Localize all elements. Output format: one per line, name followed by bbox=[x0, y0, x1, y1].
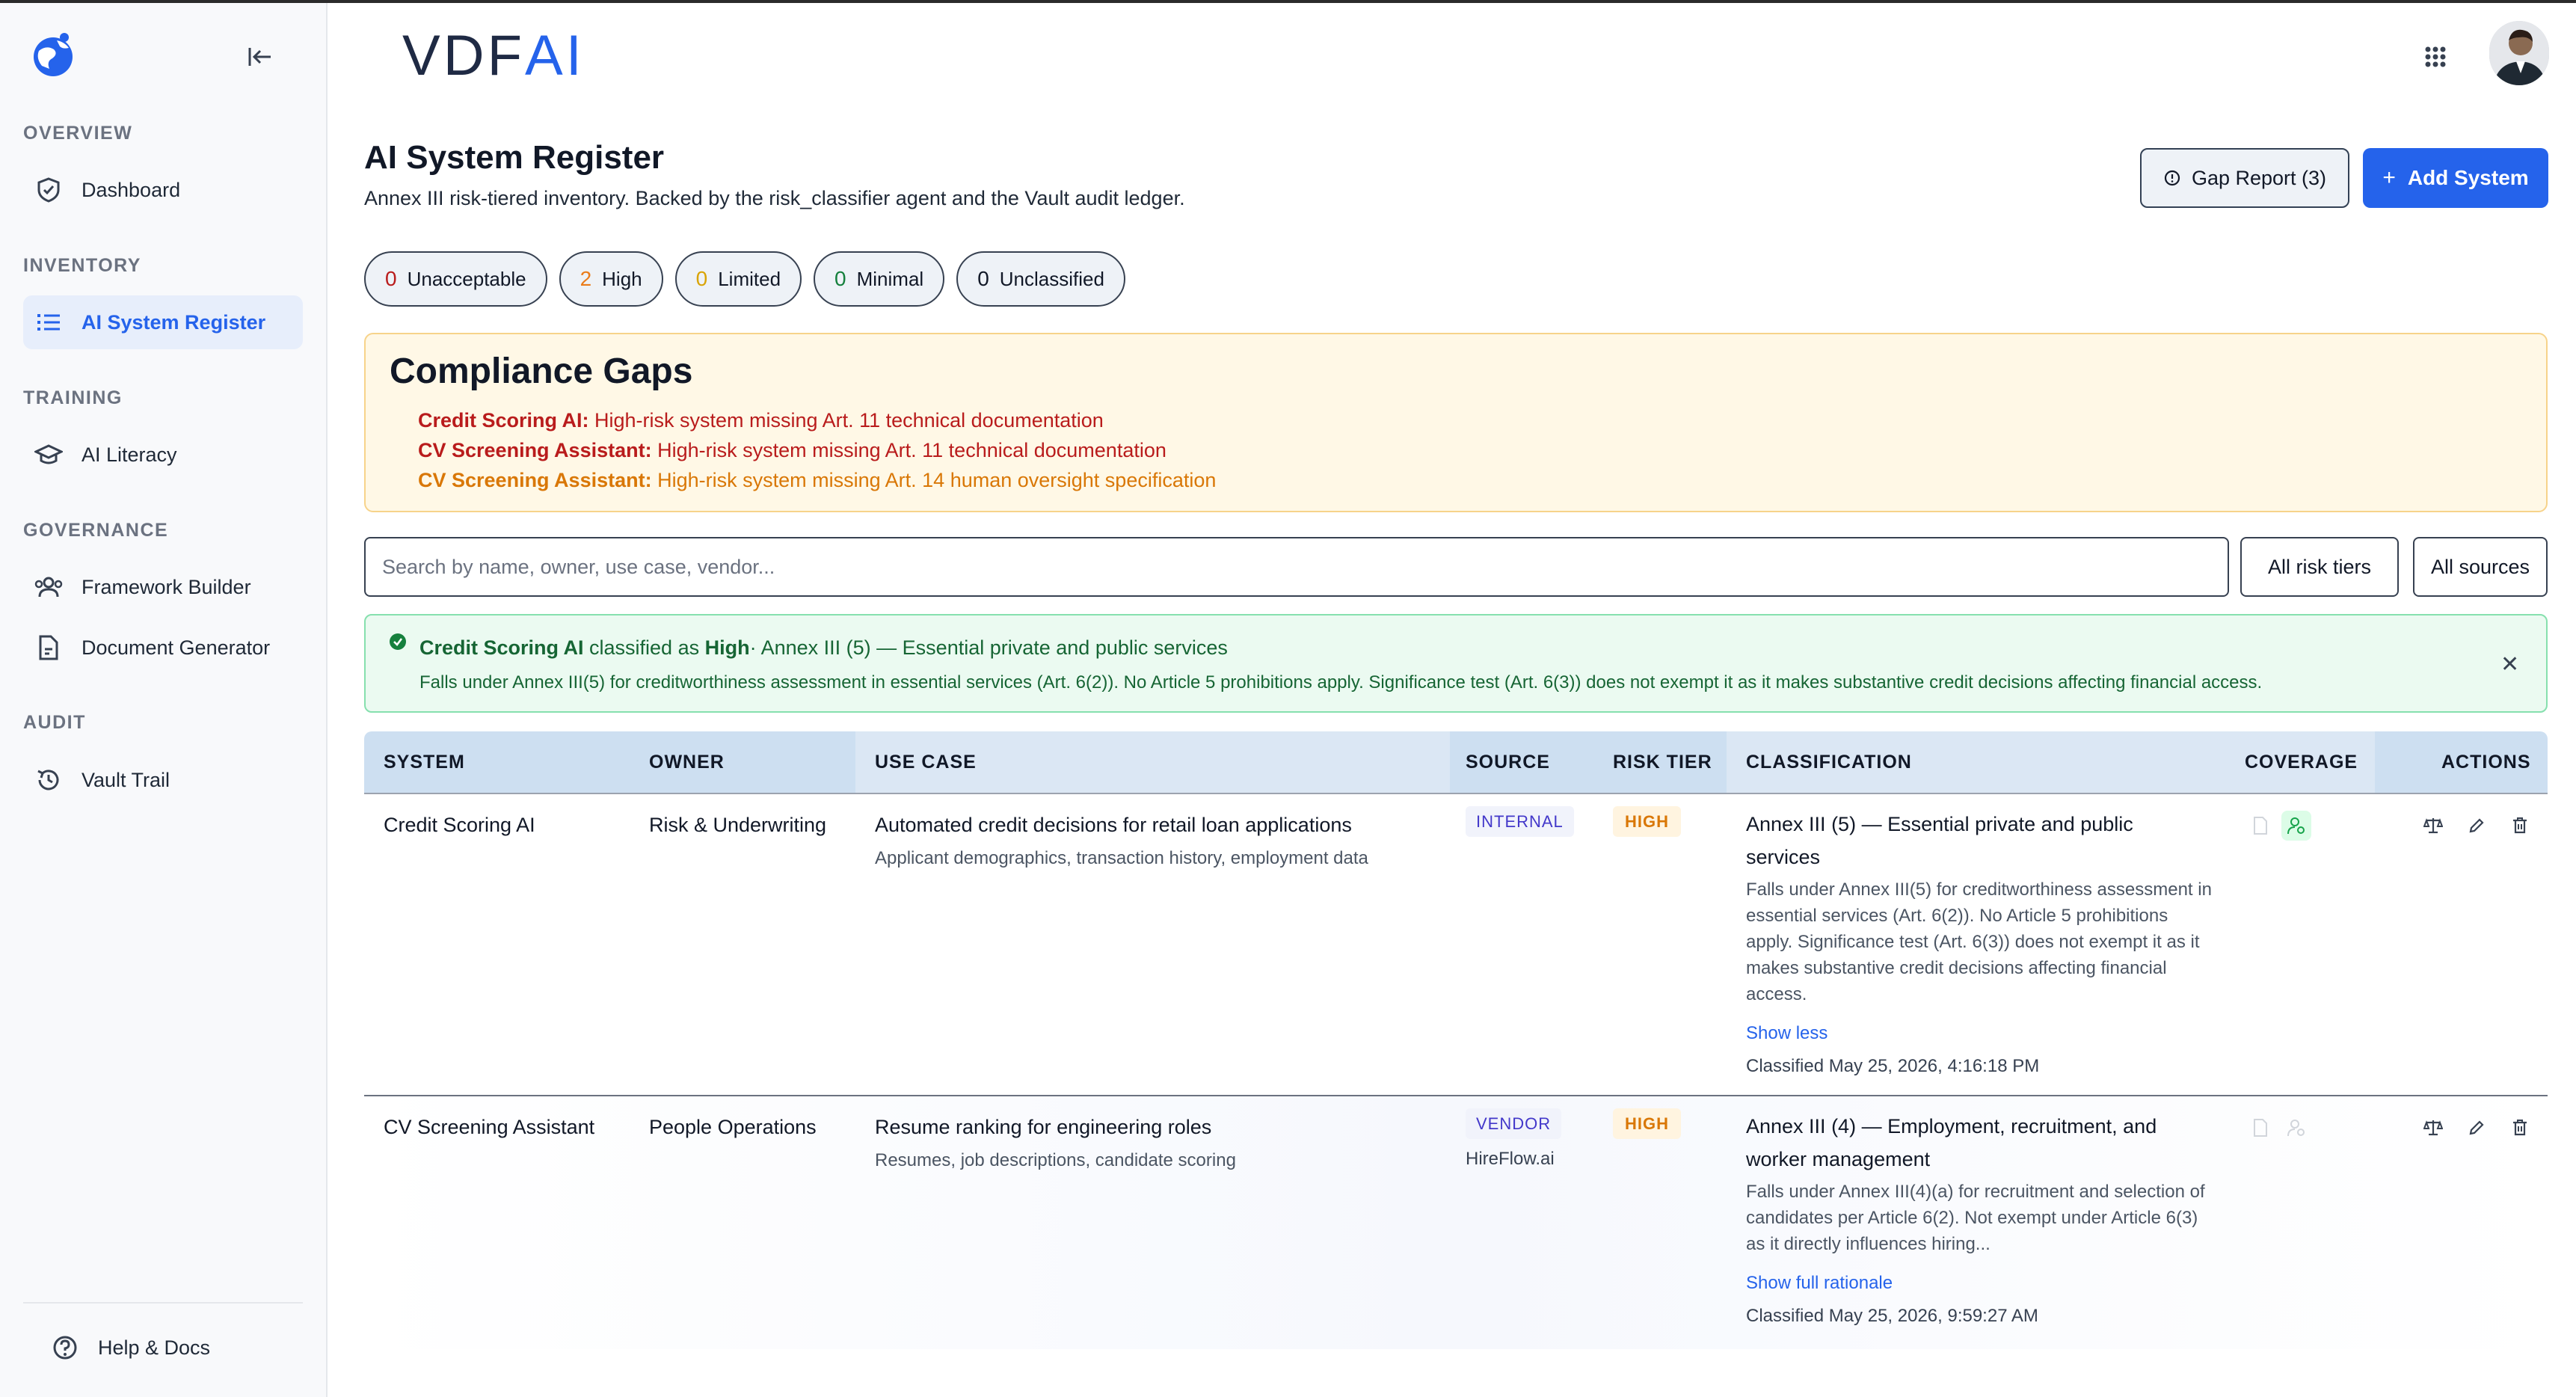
search-input[interactable] bbox=[382, 556, 2228, 579]
owner-name: Risk & Underwriting bbox=[649, 814, 827, 836]
notice-detail: Falls under Annex III(5) for creditworthiness assessment in essential services (Art. 6(2)). No Article 5 prohibitions apply. Significance test (Art. 6(3)) does not exempt it as it makes substantive credit decisions affecting financial access. bbox=[419, 672, 2263, 693]
sidebar-section-governance: GOVERNANCE bbox=[23, 520, 169, 541]
history-icon bbox=[34, 765, 64, 795]
table-header bbox=[364, 731, 2548, 793]
column-header-coverage[interactable]: COVERAGE bbox=[2245, 752, 2358, 773]
tier-label: High bbox=[602, 267, 642, 290]
scale-icon[interactable] bbox=[2420, 812, 2447, 839]
tier-chip-high[interactable] bbox=[559, 251, 663, 307]
tier-count: 0 bbox=[695, 267, 708, 290]
gap-report-button[interactable] bbox=[2140, 148, 2349, 208]
table-row[interactable] bbox=[364, 1095, 2548, 1349]
gap-item bbox=[418, 439, 1166, 462]
sidebar bbox=[0, 3, 328, 1397]
vendor-name: HireFlow.ai bbox=[1466, 1149, 1555, 1169]
sidebar-item-label: Dashboard bbox=[82, 178, 181, 201]
tier-label: Unclassified bbox=[999, 267, 1104, 290]
ai-system-table bbox=[364, 731, 2548, 1349]
tier-label: Minimal bbox=[856, 267, 924, 290]
tier-count: 2 bbox=[580, 267, 592, 290]
risk-tier-select[interactable]: All risk tiers bbox=[2240, 537, 2399, 597]
column-header-source[interactable]: SOURCE bbox=[1466, 752, 1550, 773]
gap-system: Credit Scoring AI: bbox=[418, 409, 589, 432]
trash-icon[interactable] bbox=[2506, 1114, 2533, 1141]
brand-prefix: VDF bbox=[402, 24, 525, 87]
users-icon bbox=[34, 572, 64, 602]
app-logo-icon[interactable] bbox=[31, 31, 75, 79]
sidebar-item-vault-trail[interactable] bbox=[23, 753, 303, 807]
sidebar-item-label: AI Literacy bbox=[82, 443, 177, 466]
use-case: Resume ranking for engineering roles bbox=[875, 1116, 1212, 1138]
source-select[interactable]: All sources bbox=[2413, 537, 2548, 597]
system-name[interactable]: Credit Scoring AI bbox=[384, 814, 535, 836]
source-badge: INTERNAL bbox=[1466, 806, 1574, 837]
notice-category: · Annex III (5) — Essential private and public services bbox=[749, 636, 1228, 659]
owner-name: People Operations bbox=[649, 1116, 817, 1138]
check-circle-icon bbox=[388, 632, 408, 655]
tier-chip-unacceptable[interactable] bbox=[364, 251, 547, 307]
compliance-gaps-title: Compliance Gaps bbox=[390, 351, 693, 391]
system-name[interactable]: CV Screening Assistant bbox=[384, 1116, 595, 1138]
gap-text: High-risk system missing Art. 11 technical documentation bbox=[588, 409, 1104, 432]
compliance-gaps-panel bbox=[364, 333, 2548, 512]
use-case-data: Applicant demographics, transaction history, employment data bbox=[875, 848, 1368, 868]
sidebar-item-dashboard[interactable] bbox=[23, 163, 303, 217]
tier-count: 0 bbox=[834, 267, 846, 290]
show-less-link[interactable]: Show less bbox=[1746, 1023, 1828, 1043]
page-title: AI System Register bbox=[364, 139, 665, 176]
risk-tier-filter-chips bbox=[364, 251, 1125, 307]
classification-rationale: Falls under Annex III(4)(a) for recruitment and selection of candidates per Article 6(2). Not exempt under Article 6(3) as it directly influences hiring... bbox=[1746, 1182, 2205, 1254]
column-header-use-case[interactable]: USE CASE bbox=[875, 752, 977, 773]
document-coverage-icon[interactable] bbox=[2245, 1113, 2275, 1143]
tier-label: Limited bbox=[718, 267, 781, 290]
oversight-coverage-icon[interactable] bbox=[2281, 1113, 2311, 1143]
use-case-data: Resumes, job descriptions, candidate scoring bbox=[875, 1150, 1236, 1170]
classification-notice bbox=[364, 614, 2548, 713]
list-icon bbox=[34, 307, 64, 337]
brand-logo[interactable] bbox=[402, 24, 585, 87]
risk-tier-badge: HIGH bbox=[1613, 806, 1681, 837]
column-header-owner[interactable]: OWNER bbox=[649, 752, 725, 773]
classification-rationale: Falls under Annex III(5) for creditworthiness assessment in essential services (Art. 6(2)). No Article 5 prohibitions apply. Significance test (Art. 6(3)) does not exempt it as it makes substantive credit decisions affecting financial access. bbox=[1746, 879, 2212, 1004]
help-circle-icon bbox=[50, 1333, 80, 1363]
sidebar-section-audit: AUDIT bbox=[23, 712, 86, 733]
collapse-sidebar-icon[interactable] bbox=[244, 40, 277, 73]
search-field bbox=[364, 537, 2229, 597]
tier-count: 0 bbox=[385, 267, 397, 290]
close-icon[interactable]: ✕ bbox=[2500, 652, 2520, 677]
file-edit-icon bbox=[34, 633, 64, 663]
notice-classified-as: classified as bbox=[583, 636, 705, 659]
sidebar-item-label: AI System Register bbox=[82, 310, 266, 334]
plus-icon: + bbox=[2382, 165, 2396, 190]
tier-chip-minimal[interactable] bbox=[814, 251, 944, 307]
graduation-cap-icon bbox=[34, 440, 64, 470]
column-header-classification[interactable]: CLASSIFICATION bbox=[1746, 752, 1912, 773]
table-row[interactable] bbox=[364, 793, 2548, 1095]
gap-text: High-risk system missing Art. 11 technical documentation bbox=[651, 439, 1166, 461]
sidebar-section-overview: OVERVIEW bbox=[23, 123, 133, 144]
add-system-button[interactable] bbox=[2363, 148, 2548, 208]
classification-title: Annex III (5) — Essential private and public services bbox=[1746, 813, 2133, 868]
notice-tier: High bbox=[704, 636, 750, 659]
sidebar-section-inventory: INVENTORY bbox=[23, 255, 141, 276]
brand-suffix: AI bbox=[525, 24, 585, 87]
tier-label: Unacceptable bbox=[407, 267, 526, 290]
sidebar-item-ai-literacy[interactable] bbox=[23, 428, 303, 482]
info-circle-icon bbox=[2163, 169, 2181, 187]
page-subtitle: Annex III risk-tiered inventory. Backed by the risk_classifier agent and the Vault audit ledger. bbox=[364, 187, 1185, 209]
classified-timestamp: Classified May 25, 2026, 9:59:27 AM bbox=[1746, 1306, 2038, 1326]
tier-chip-unclassified[interactable] bbox=[956, 251, 1125, 307]
gap-item bbox=[418, 409, 1104, 432]
edit-icon[interactable] bbox=[2463, 812, 2490, 839]
sidebar-item-document-generator[interactable] bbox=[23, 621, 303, 675]
sidebar-item-framework-builder[interactable] bbox=[23, 560, 303, 614]
show-full-rationale-link[interactable]: Show full rationale bbox=[1746, 1273, 1893, 1293]
column-header-risk-tier[interactable]: RISK TIER bbox=[1613, 752, 1712, 773]
sidebar-divider bbox=[23, 1302, 303, 1304]
sidebar-item-label: Framework Builder bbox=[82, 575, 251, 598]
gap-report-label: Gap Report (3) bbox=[2191, 166, 2327, 189]
window-top-border bbox=[0, 0, 2576, 3]
shield-check-icon bbox=[34, 175, 64, 205]
risk-tier-badge: HIGH bbox=[1613, 1108, 1681, 1139]
oversight-coverage-icon[interactable] bbox=[2281, 811, 2311, 841]
user-avatar[interactable] bbox=[2489, 21, 2549, 85]
sidebar-section-training: TRAINING bbox=[23, 387, 123, 408]
column-header-actions[interactable]: ACTIONS bbox=[2441, 752, 2531, 773]
edit-icon[interactable] bbox=[2463, 1114, 2490, 1141]
source-badge: VENDOR bbox=[1466, 1108, 1561, 1139]
notice-headline bbox=[419, 636, 1228, 660]
document-coverage-icon[interactable] bbox=[2245, 811, 2275, 841]
help-docs-label: Help & Docs bbox=[98, 1336, 211, 1359]
tier-chip-limited[interactable] bbox=[675, 251, 802, 307]
apps-grid-icon[interactable] bbox=[2420, 42, 2450, 72]
tier-count: 0 bbox=[977, 267, 989, 290]
add-system-label: Add System bbox=[2407, 166, 2529, 189]
classification-title: Annex III (4) — Employment, recruitment, and worker management bbox=[1746, 1115, 2157, 1170]
column-header-system[interactable]: SYSTEM bbox=[384, 752, 465, 773]
sidebar-item-label: Vault Trail bbox=[82, 768, 170, 791]
scale-icon[interactable] bbox=[2420, 1114, 2447, 1141]
notice-system: Credit Scoring AI bbox=[419, 636, 584, 659]
sidebar-item-ai-system-register[interactable] bbox=[23, 295, 303, 349]
gap-system: CV Screening Assistant: bbox=[418, 439, 652, 461]
gap-item bbox=[418, 469, 1216, 492]
trash-icon[interactable] bbox=[2506, 812, 2533, 839]
classified-timestamp: Classified May 25, 2026, 4:16:18 PM bbox=[1746, 1056, 2040, 1076]
gap-text: High-risk system missing Art. 14 human oversight specification bbox=[651, 469, 1217, 491]
use-case: Automated credit decisions for retail loan applications bbox=[875, 814, 1352, 836]
gap-system: CV Screening Assistant: bbox=[418, 469, 652, 491]
sidebar-item-help[interactable] bbox=[40, 1321, 301, 1375]
sidebar-item-label: Document Generator bbox=[82, 636, 271, 659]
